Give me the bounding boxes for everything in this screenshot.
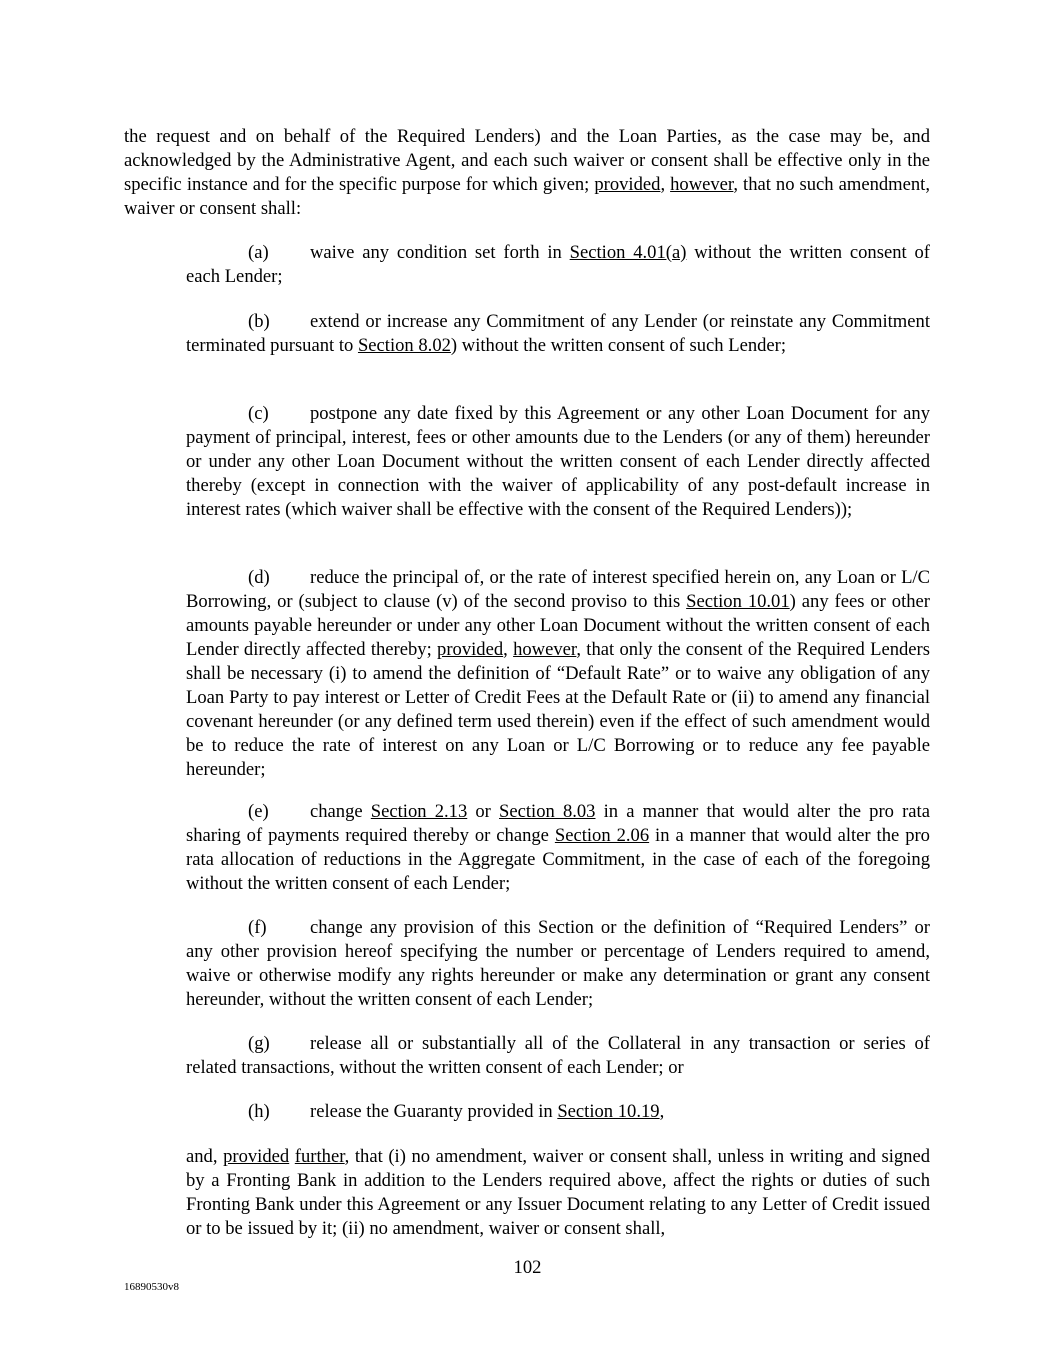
provided-term: provided — [594, 174, 661, 195]
provided-term: provided — [437, 639, 504, 660]
closing-paragraph — [186, 1145, 930, 1241]
clause-label: (f) — [248, 917, 267, 938]
clause-text: release all or substantially all of the Collateral in any transaction or series of related transactions, without the written consent of each Lender; or — [186, 1033, 930, 1078]
section-reference: Section 2.13 — [370, 801, 468, 822]
clause-e — [186, 800, 930, 896]
clause-text: , that only the consent of the Required Lenders shall be necessary (i) to amend the definition of “Default Rate” or to waive any obligation of any Loan Party to pay interest or Letter of Credit Fees at the Default Rate or (ii) to amend any financial covenant hereunder (or any defined term used therein) even if the effect of such amendment would be to reduce the rate of interest on any Loan or L/C Borrowing or to reduce any fee payable hereunder; — [186, 639, 930, 780]
section-reference: Section 2.06 — [554, 825, 650, 846]
clause-a — [186, 241, 930, 289]
clause-h — [186, 1100, 930, 1124]
clause-b — [186, 310, 930, 358]
section-reference: Section 10.19 — [557, 1101, 660, 1122]
clause-c — [186, 402, 930, 522]
intro-paragraph — [124, 125, 930, 221]
however-term: however — [513, 639, 577, 660]
clause-text: or — [467, 801, 500, 822]
clause-text: , — [659, 1101, 665, 1122]
intro-text: the request and on behalf of the Required Lenders) and the Loan Parties, as the case may be, and acknowledged by the Administrative Agent, and each such waiver or consent shall be effective only in the specific instance and for the specific purpose for which given; — [124, 126, 930, 195]
clause-text: ) without the written consent of such Lender; — [450, 335, 787, 356]
clause-label: (b) — [248, 311, 270, 332]
clause-label: (e) — [248, 801, 269, 822]
section-reference: Section 4.01(a) — [569, 242, 687, 263]
clause-f — [186, 916, 930, 1012]
clause-text: without the written consent of each Lender; — [186, 242, 930, 287]
clause-label: (g) — [248, 1033, 270, 1054]
clause-text: change — [310, 801, 371, 822]
however-term: however — [670, 174, 734, 195]
further-term: further — [294, 1146, 345, 1167]
section-reference: Section 8.03 — [499, 801, 596, 822]
clause-label: (c) — [248, 403, 269, 424]
clause-d — [186, 566, 930, 782]
intro-text-end: , that no such amendment, waiver or consent shall: — [124, 174, 930, 219]
clause-text: release the Guaranty provided in — [310, 1101, 558, 1122]
document-id: 16890530v8 — [124, 1281, 179, 1293]
clause-label: (a) — [248, 242, 269, 263]
clause-label: (d) — [248, 567, 270, 588]
clause-text: in a manner that would alter the pro rata allocation of reductions in the Aggregate Commitment, in the case of each of the foregoing without the written consent of each Lender; — [186, 825, 930, 894]
clause-text: in a manner that would alter the pro rata sharing of payments required thereby or change — [186, 801, 930, 846]
clause-label: (h) — [248, 1101, 270, 1122]
punctuation: , — [503, 639, 514, 660]
section-reference: Section 10.01 — [686, 591, 790, 612]
provided-term: provided — [223, 1146, 290, 1167]
closing-text: , that (i) no amendment, waiver or consent shall, unless in writing and signed by a Fronting Bank in addition to the Lenders required above, affect the rights or duties of such Fronting Bank under this Agreement or any Issuer Document relating to any Letter of Credit issued or to be issued by it; (ii) no amendment, waiver or consent shall, — [186, 1146, 930, 1239]
clause-text: reduce the principal of, or the rate of interest specified herein on, any Loan or L/C Borrowing, or (subject to clause (v) of the second proviso to this — [186, 567, 930, 612]
page-number: 102 — [513, 1257, 542, 1278]
clause-g — [186, 1032, 930, 1080]
clause-text: waive any condition set forth in — [310, 242, 570, 263]
closing-text: and, — [186, 1146, 224, 1167]
clause-text: extend or increase any Commitment of any Lender (or reinstate any Commitment terminated pursuant to — [186, 311, 930, 356]
clause-text: postpone any date fixed by this Agreement or any other Loan Document for any payment of principal, interest, fees or other amounts due to the Lenders (or any of them) hereunder or under any other Loan Document without the written consent of each Lender directly affected thereby (except in connection with the waiver of applicability of any post-default increase in interest rates (which waiver shall be effective with the consent of the Required Lenders)); — [186, 403, 930, 520]
clause-text: ) any fees or other amounts payable hereunder or under any other Loan Document without the written consent of each Lender directly affected thereby; — [186, 591, 930, 660]
clause-text: change any provision of this Section or the definition of “Required Lenders” or any other provision hereof specifying the number or percentage of Lenders required to amend, waive or otherwise modify any rights hereunder or make any determination or grant any consent hereunder, without the written consent of each Lender; — [186, 917, 930, 1010]
punctuation: , — [660, 174, 671, 195]
section-reference: Section 8.02 — [357, 335, 451, 356]
